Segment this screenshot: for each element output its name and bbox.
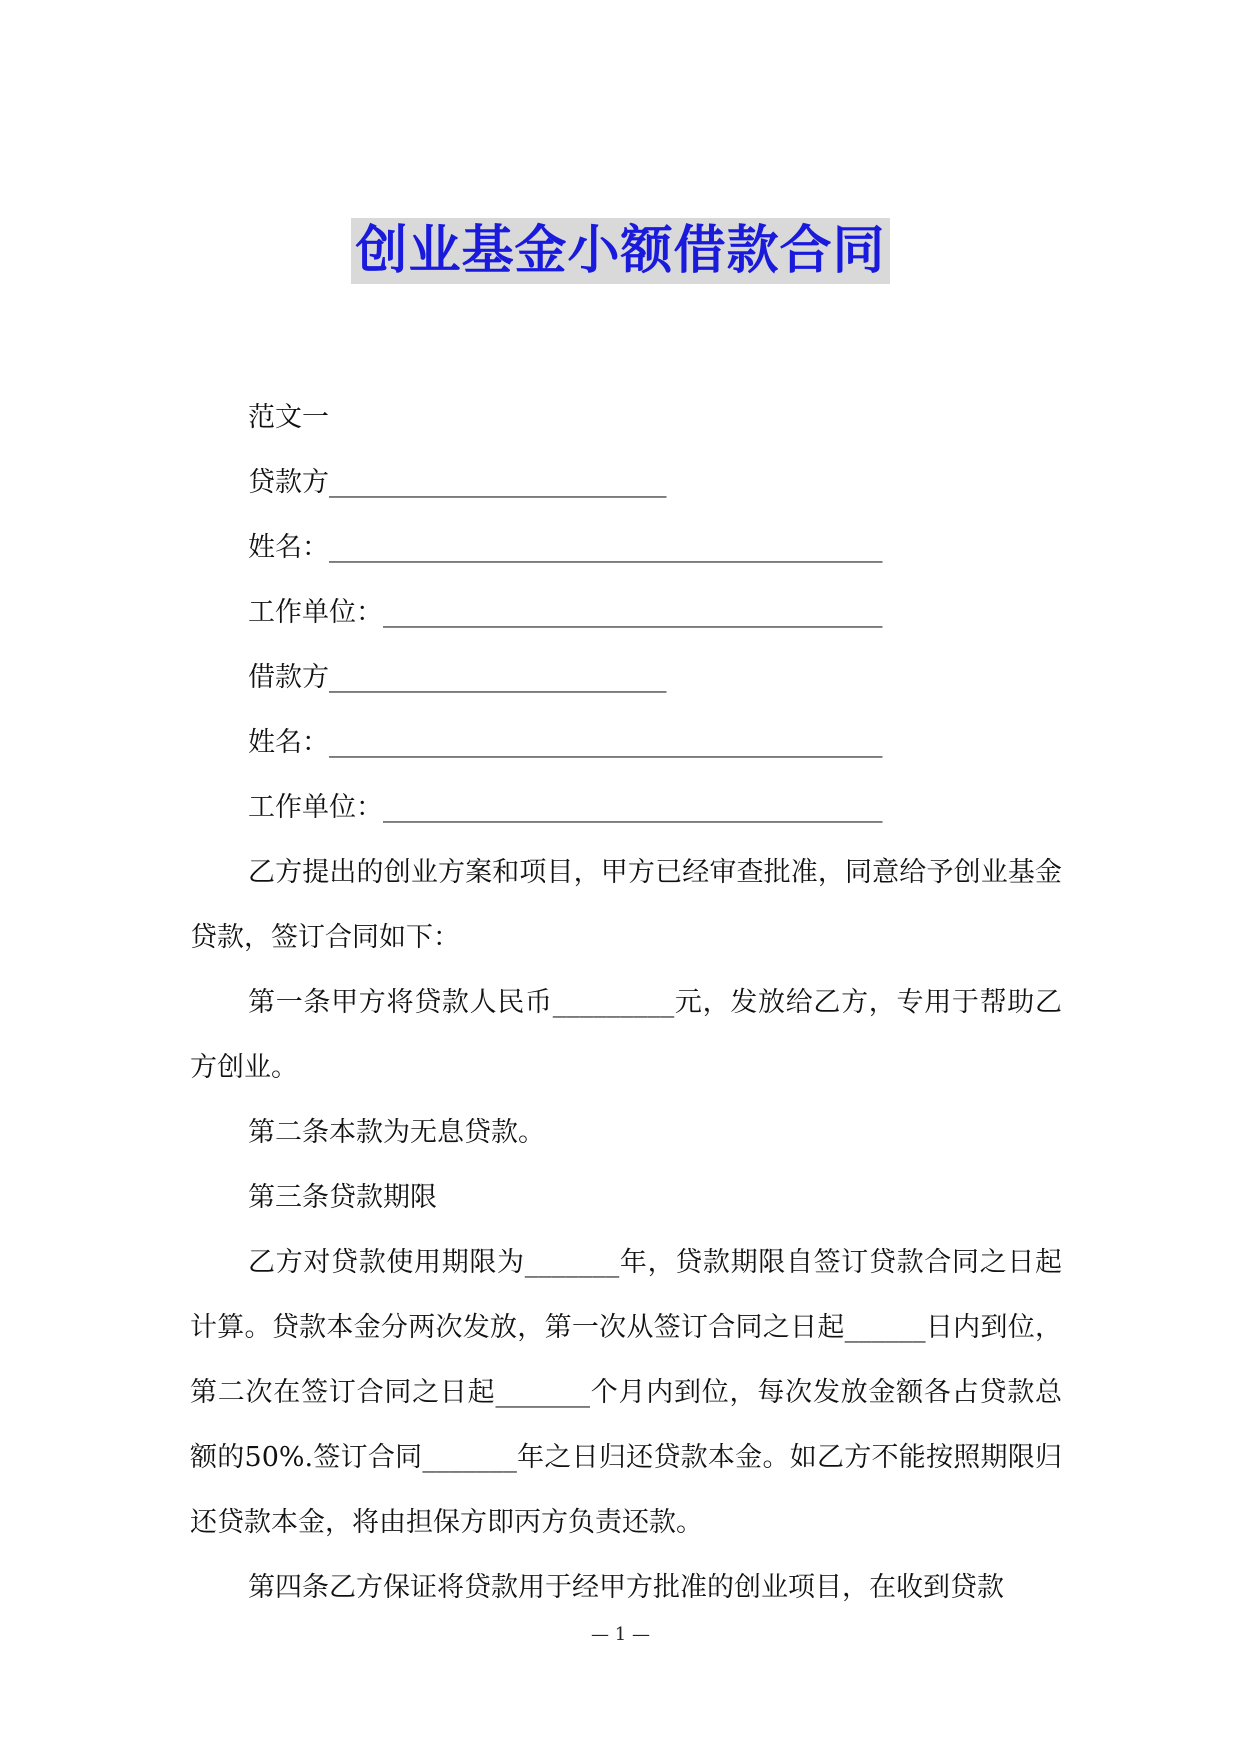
borrower-field: 借款方_________________________: [248, 662, 667, 693]
borrower-employer-field: 工作单位：_____________________________________: [248, 792, 883, 823]
lender-employer-field: 工作单位：_____________________________________: [248, 597, 883, 628]
intro-paragraph: 乙方提出的创业方案和项目，甲方已经审查批准，同意给予创业基金贷款，签订合同如下：: [190, 857, 1062, 953]
document-body: [190, 385, 1062, 1620]
title-wrapper: [0, 218, 1241, 284]
page-number: — 1 —: [591, 1624, 650, 1645]
lender-field: 贷款方_________________________: [248, 467, 667, 498]
article-four: 第四条乙方保证将贷款用于经甲方批准的创业项目，在收到贷款: [248, 1572, 1004, 1603]
article-three-heading: 第三条贷款期限: [248, 1182, 437, 1213]
document-title: 创业基金小额借款合同: [351, 218, 889, 284]
article-two: 第二条本款为无息贷款。: [248, 1117, 545, 1148]
lender-name-field: 姓名：_________________________________________: [248, 532, 883, 563]
article-three-body: 乙方对贷款使用期限为_______年，贷款期限自签订贷款合同之日起计算。贷款本金分两次发放，第一次从签订合同之日起______日内到位，第二次在签订合同之日起_______个月内到位，每次发放金额各占贷款总额的50%.签订合同_______年之日归还贷款本金。如乙方不能按照期限归还贷款本金，将由担保方即丙方负责还款。: [190, 1247, 1062, 1538]
article-one: 第一条甲方将贷款人民币_________元，发放给乙方，专用于帮助乙方创业。: [190, 987, 1062, 1083]
sample-label: 范文一: [248, 402, 329, 433]
borrower-name-field: 姓名：_________________________________________: [248, 727, 883, 758]
